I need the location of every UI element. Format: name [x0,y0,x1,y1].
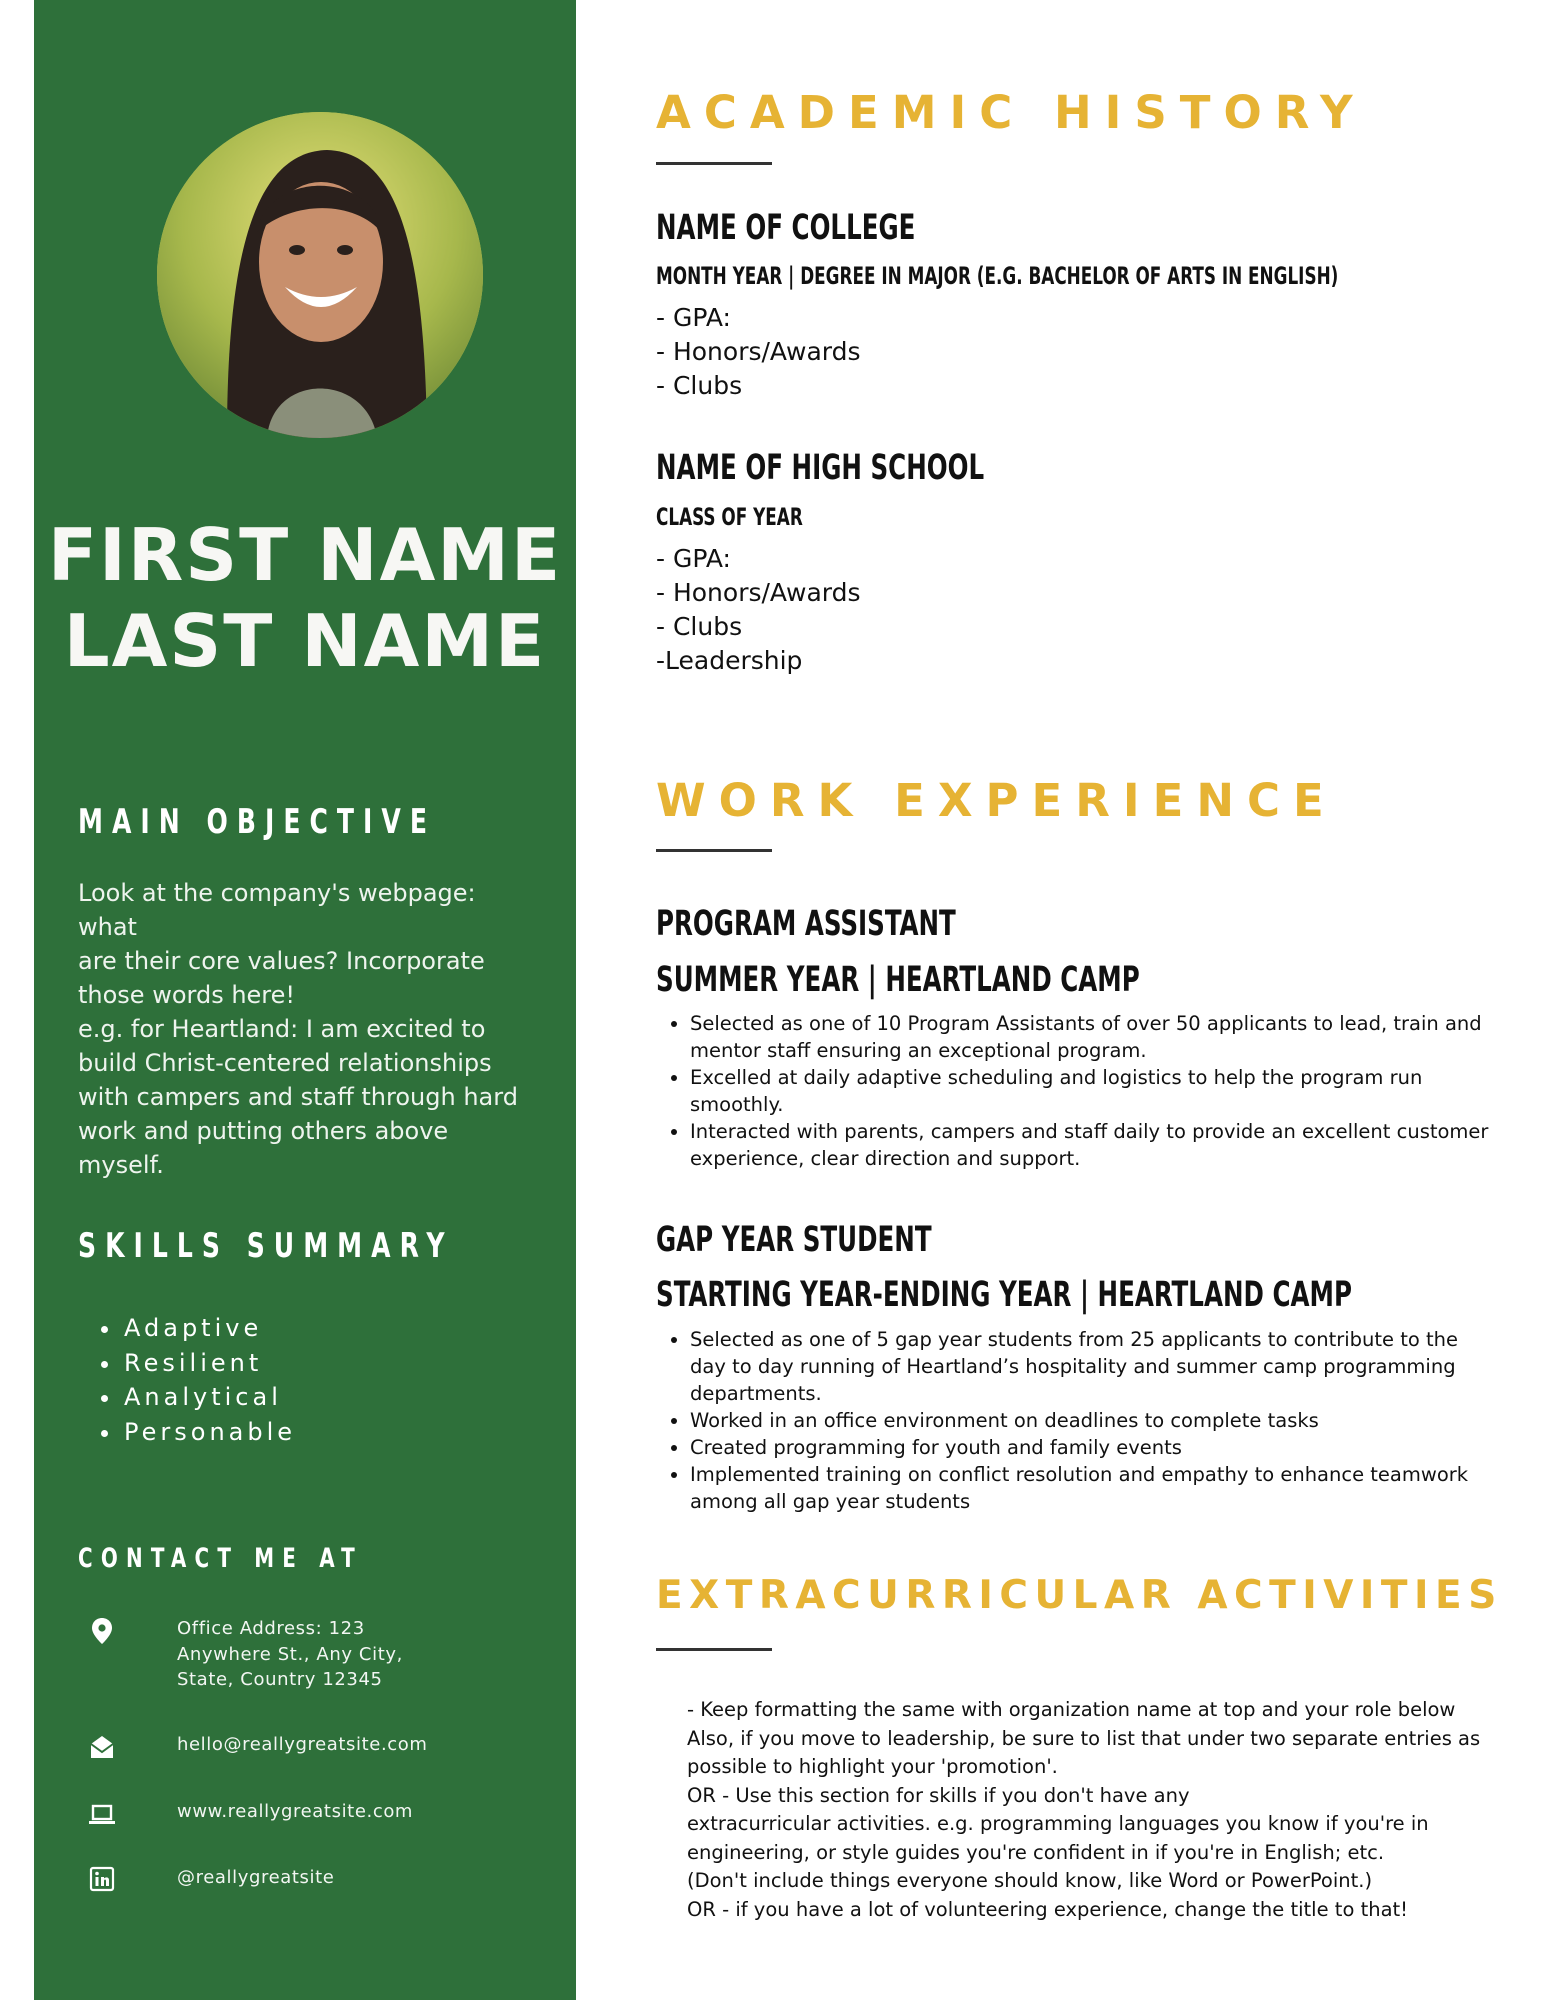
skill-item: • Personable [122,1415,296,1450]
extracurricular-line: OR - Use this section for skills if you don't have any [687,1783,1190,1807]
contact-website[interactable] [78,1799,538,1829]
extracurricular-line: possible to highlight your 'promotion'. [687,1755,1058,1778]
laptop-icon [88,1799,116,1829]
academic-heading: ACADEMIC HISTORY [656,86,1366,139]
highschool-detail: CLASS OF YEAR [656,503,803,531]
objective-line: build Christ-centered relationships [78,1049,492,1077]
contact-social[interactable] [78,1865,538,1895]
email-link[interactable]: hello@reallygreatsite.com [177,1734,428,1755]
objective-line: those words here! [78,981,296,1009]
extracurricular-line: extracurricular activities. e.g. programming languages you know if you're in [687,1812,1429,1835]
profile-photo-image [157,112,483,438]
objective-line: myself. [78,1151,164,1179]
job-subtitle: SUMMER YEAR | HEARTLAND CAMP [656,960,1140,1000]
envelope-icon [88,1732,116,1762]
job-bullet: • Created programming for youth and family events [690,1434,1490,1461]
objective-line: Look at the company's webpage: what [78,879,476,941]
extracurricular-line: OR - if you have a lot of volunteering experience, change the title to that! [687,1897,1408,1921]
location-pin-icon [88,1616,116,1646]
last-name: LAST NAME [63,599,547,683]
objective-text [78,876,538,1182]
contact-address [78,1616,538,1696]
skill-item: • Resilient [122,1346,296,1381]
objective-line: are their core values? Incorporate [78,947,485,975]
contact-heading: CONTACT ME AT [78,1543,363,1574]
college-detail: MONTH YEAR | DEGREE IN MAJOR (E.G. BACHELOR OF ARTS IN ENGLISH) [656,262,1339,290]
full-name [34,512,576,684]
extracurricular-heading: EXTRACURRICULAR ACTIVITIES [656,1573,1503,1618]
skills-heading: SKILLS SUMMARY [78,1226,454,1266]
college-name: NAME OF COLLEGE [656,208,916,248]
extracurricular-line: - Keep formatting the same with organization name at top and your role below [687,1698,1456,1721]
work-heading: WORK EXPERIENCE [656,774,1337,827]
job-bullet: • Selected as one of 10 Program Assistants of over 50 applicants to lead, train and mentor staff ensuring an exceptional program. [690,1010,1490,1064]
objective-line: e.g. for Heartland: I am excited to [78,1015,486,1043]
job-bullet: • Selected as one of 5 gap year students from 25 applicants to contribute to the day to day running of Heartland’s hospitality and summer camp programming departments. [690,1326,1490,1407]
college-item: - GPA: [656,303,731,332]
college-items [656,301,861,403]
job-bullet: • Interacted with parents, campers and staff daily to provide an excellent customer experience, clear direction and support. [690,1118,1490,1172]
address-line: Office Address: 123 [177,1618,365,1639]
website-link[interactable]: www.reallygreatsite.com [177,1801,414,1822]
work-divider [656,849,772,852]
extracurricular-divider [656,1648,772,1651]
skill-item: • Adaptive [122,1311,296,1346]
highschool-item: -Leadership [656,646,803,675]
job-bullet: • Implemented training on conflict resolution and empathy to enhance teamwork among all gap year students [690,1461,1490,1515]
highschool-name: NAME OF HIGH SCHOOL [656,448,985,488]
social-handle[interactable]: @reallygreatsite [177,1867,335,1888]
college-item: - Clubs [656,371,743,400]
job-bullets [656,1010,1490,1172]
sidebar [34,0,576,2000]
address-text [177,1616,447,1693]
college-item: - Honors/Awards [656,337,861,366]
skills-list [78,1311,296,1449]
profile-photo [157,112,483,438]
job-subtitle: STARTING YEAR-ENDING YEAR | HEARTLAND CAMP [656,1275,1352,1315]
first-name: FIRST NAME [47,513,563,597]
highschool-item: - Clubs [656,612,743,641]
job-bullets [656,1326,1490,1515]
highschool-item: - GPA: [656,544,731,573]
academic-divider [656,162,772,165]
address-line: Anywhere St., Any City, [177,1643,403,1665]
extracurricular-text [687,1696,1481,1924]
objective-line: work and putting others above [78,1117,449,1145]
job-bullet: • Excelled at daily adaptive scheduling and logistics to help the program run smoothly. [690,1064,1490,1118]
address-line: State, Country 12345 [177,1669,383,1690]
extracurricular-line: (Don't include things everyone should know, like Word or PowerPoint.) [687,1869,1373,1892]
extracurricular-line: engineering, or style guides you're confident in if you're in English; etc. [687,1840,1385,1864]
highschool-items [656,542,861,678]
contact-email[interactable] [78,1732,538,1762]
job-title: PROGRAM ASSISTANT [656,904,956,944]
objective-heading: MAIN OBJECTIVE [78,802,436,842]
objective-line: with campers and staff through hard [78,1083,518,1111]
job-bullet: • Worked in an office environment on deadlines to complete tasks [690,1407,1490,1434]
linkedin-icon [88,1865,116,1895]
skill-item: • Analytical [122,1380,296,1415]
extracurricular-line: Also, if you move to leadership, be sure to list that under two separate entries as [687,1726,1481,1750]
job-title: GAP YEAR STUDENT [656,1220,932,1260]
highschool-item: - Honors/Awards [656,578,861,607]
